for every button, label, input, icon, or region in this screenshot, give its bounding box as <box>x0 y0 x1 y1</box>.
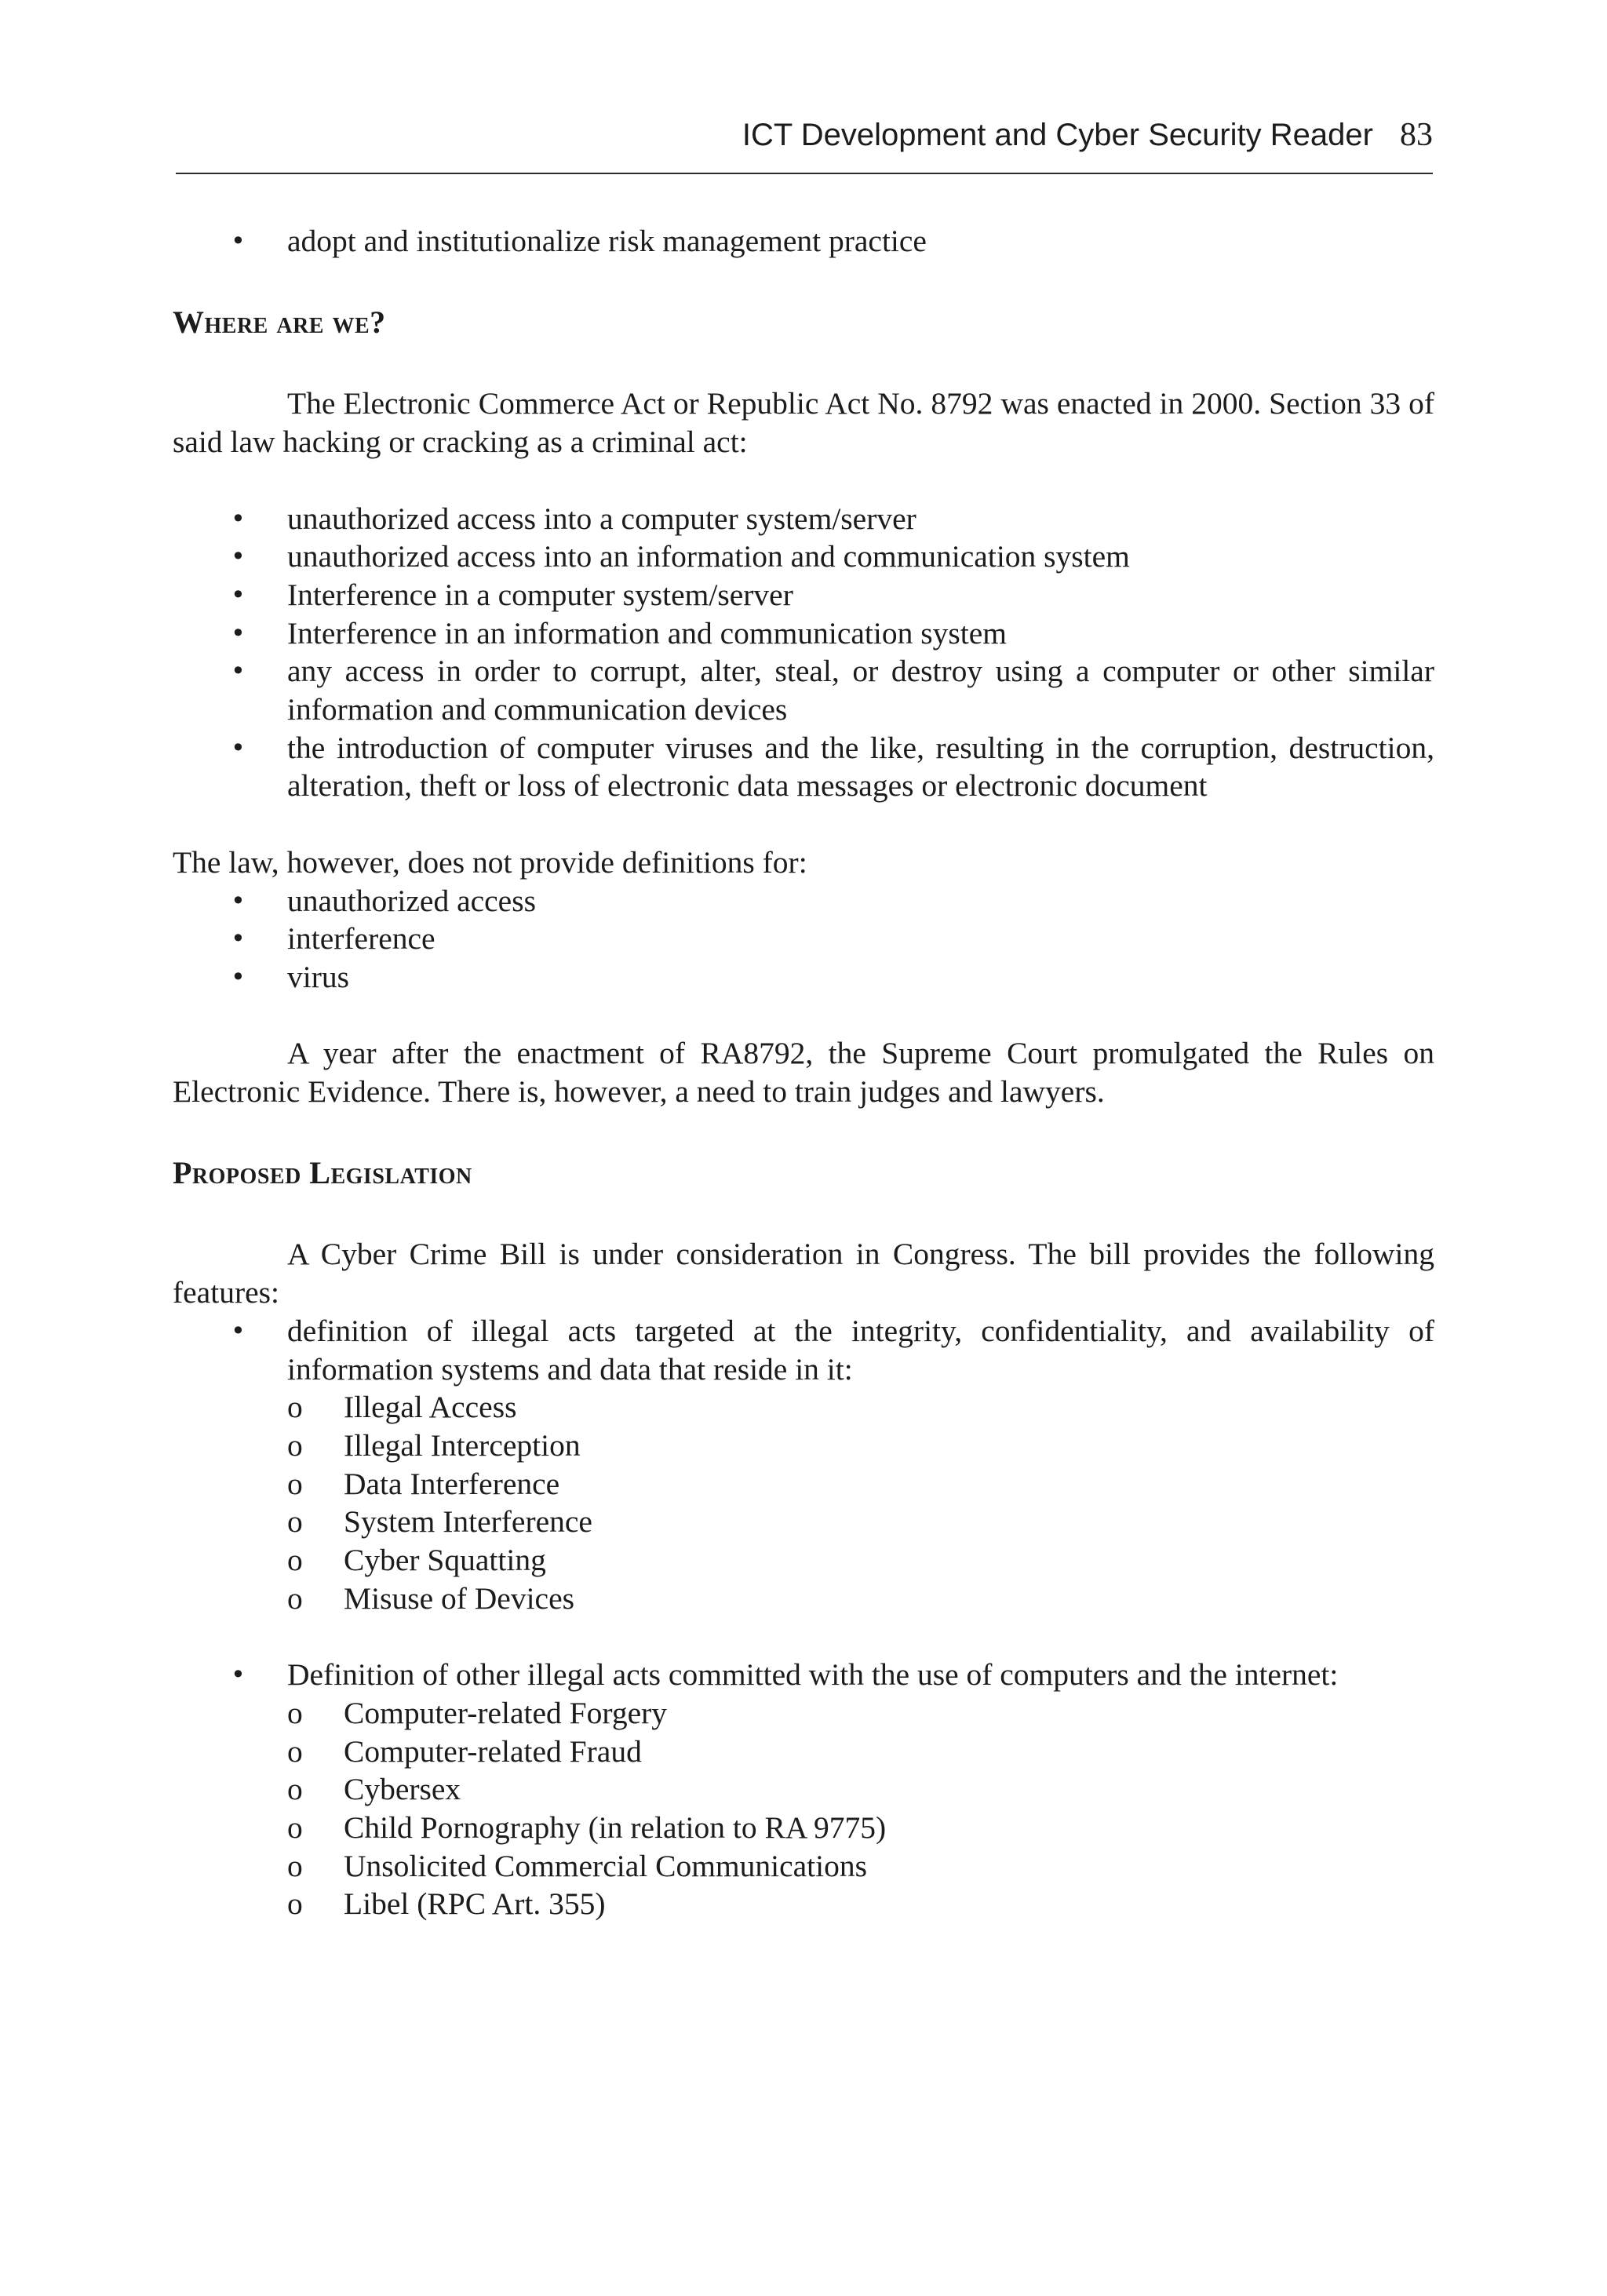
sub-list-item: o Child Pornography (in relation to RA 9775) <box>287 1809 1434 1847</box>
sub-list-item: o Libel (RPC Art. 355) <box>287 1885 1434 1923</box>
circle-bullet-icon: o <box>287 1886 303 1922</box>
bullet-icon: • <box>231 961 246 992</box>
list-item: • the introduction of computer viruses and the like, resulting in the corruption, destruction, alteration, theft or loss of electronic data messages or electronic document <box>231 730 1434 804</box>
list-item: • adopt and institutionalize risk management practice <box>173 222 1434 261</box>
sub-list-item: o Computer-related Forgery <box>287 1694 1434 1733</box>
bill-features-list <box>173 1312 1434 1923</box>
list-item: • virus <box>173 958 1434 997</box>
bullet-icon: • <box>231 1660 246 1690</box>
bullet-icon: • <box>231 541 246 572</box>
list-item: • Interference in a computer system/server <box>173 576 1434 614</box>
paragraph: The Electronic Commerce Act or Republic Act No. 8792 was enacted in 2000. Section 33 of said law hacking or cracking as a criminal act: <box>173 386 1434 460</box>
bullet-icon: • <box>231 656 246 687</box>
bullet-icon: • <box>231 503 246 534</box>
bullet-icon: • <box>231 1315 246 1346</box>
list-item: • interference <box>173 920 1434 958</box>
circle-bullet-icon: o <box>287 1390 303 1425</box>
bullet-icon: • <box>231 885 246 916</box>
sub-list-item: o Illegal Interception <box>287 1427 1434 1465</box>
sub-list <box>287 1388 1434 1617</box>
section-heading-proposed-legislation: Proposed Legislation <box>173 1154 472 1190</box>
sub-list-item: o Cyber Squatting <box>287 1541 1434 1580</box>
intro-bullet-list <box>173 222 1434 261</box>
list-item: • Definition of other illegal acts committed with the use of computers and the internet: o Computer-related Forgery o Computer-related Fraud o Cybersex o Child Pornography (in relation to RA 9775) o Unsolicited Commercial Communications o Libel (RPC Art. 355) <box>173 1656 1434 1923</box>
circle-bullet-icon: o <box>287 1580 303 1616</box>
list-item: • definition of illegal acts targeted at the integrity, confidentiality, and availability of information systems and data that reside in it: o Illegal Access o Illegal Interception o Data Interference o System Interference o Cyber Squatting o Misuse of Devices <box>173 1312 1434 1656</box>
circle-bullet-icon: o <box>287 1733 303 1769</box>
circle-bullet-icon: o <box>287 1543 303 1578</box>
paragraph: A year after the enactment of RA8792, the Supreme Court promulgated the Rules on Electronic Evidence. There is, however, a need to train judges and lawyers. <box>173 1036 1434 1110</box>
running-header-title: ICT Development and Cyber Security Reader <box>742 118 1373 152</box>
sub-list-item: o Data Interference <box>287 1465 1434 1503</box>
bullet-icon: • <box>231 226 246 256</box>
list-item: • unauthorized access <box>173 882 1434 920</box>
sub-list <box>287 1694 1434 1923</box>
sub-list-item: o Misuse of Devices <box>287 1580 1434 1618</box>
list-item: • any access in order to corrupt, alter, steal, or destroy using a computer or other similar information and communication devices <box>231 654 1434 727</box>
paragraph: The law, however, does not provide definitions for: <box>173 844 807 880</box>
sub-list-item: o Unsolicited Commercial Communications <box>287 1847 1434 1886</box>
sub-list-item: o Cybersex <box>287 1770 1434 1809</box>
page-body <box>173 222 1434 1923</box>
paragraph: A Cyber Crime Bill is under consideration in Congress. The bill provides the following features: <box>173 1237 1434 1310</box>
circle-bullet-icon: o <box>287 1809 303 1845</box>
bullet-icon: • <box>231 732 246 763</box>
circle-bullet-icon: o <box>287 1427 303 1463</box>
circle-bullet-icon: o <box>287 1466 303 1501</box>
section-heading-where-are-we: Where are we? <box>173 304 386 340</box>
circle-bullet-icon: o <box>287 1695 303 1730</box>
running-header <box>176 111 1433 159</box>
bullet-icon: • <box>231 579 246 610</box>
sub-list-item: o Illegal Access <box>287 1388 1434 1427</box>
circle-bullet-icon: o <box>287 1772 303 1807</box>
bullet-icon: • <box>231 618 246 648</box>
list-item: • unauthorized access into a computer system/server <box>173 500 1434 538</box>
list-item: • unauthorized access into an information and communication system <box>173 538 1434 576</box>
page-number: 83 <box>1400 117 1433 153</box>
sub-list-item: o System Interference <box>287 1503 1434 1541</box>
list-item: • Interference in an information and communication system <box>173 614 1434 653</box>
bullet-icon: • <box>231 924 246 954</box>
header-rule <box>176 173 1433 174</box>
sub-list-item: o Computer-related Fraud <box>287 1733 1434 1771</box>
circle-bullet-icon: o <box>287 1848 303 1883</box>
circle-bullet-icon: o <box>287 1504 303 1540</box>
criminal-acts-list <box>173 500 1434 806</box>
undefined-terms-list <box>173 882 1434 997</box>
